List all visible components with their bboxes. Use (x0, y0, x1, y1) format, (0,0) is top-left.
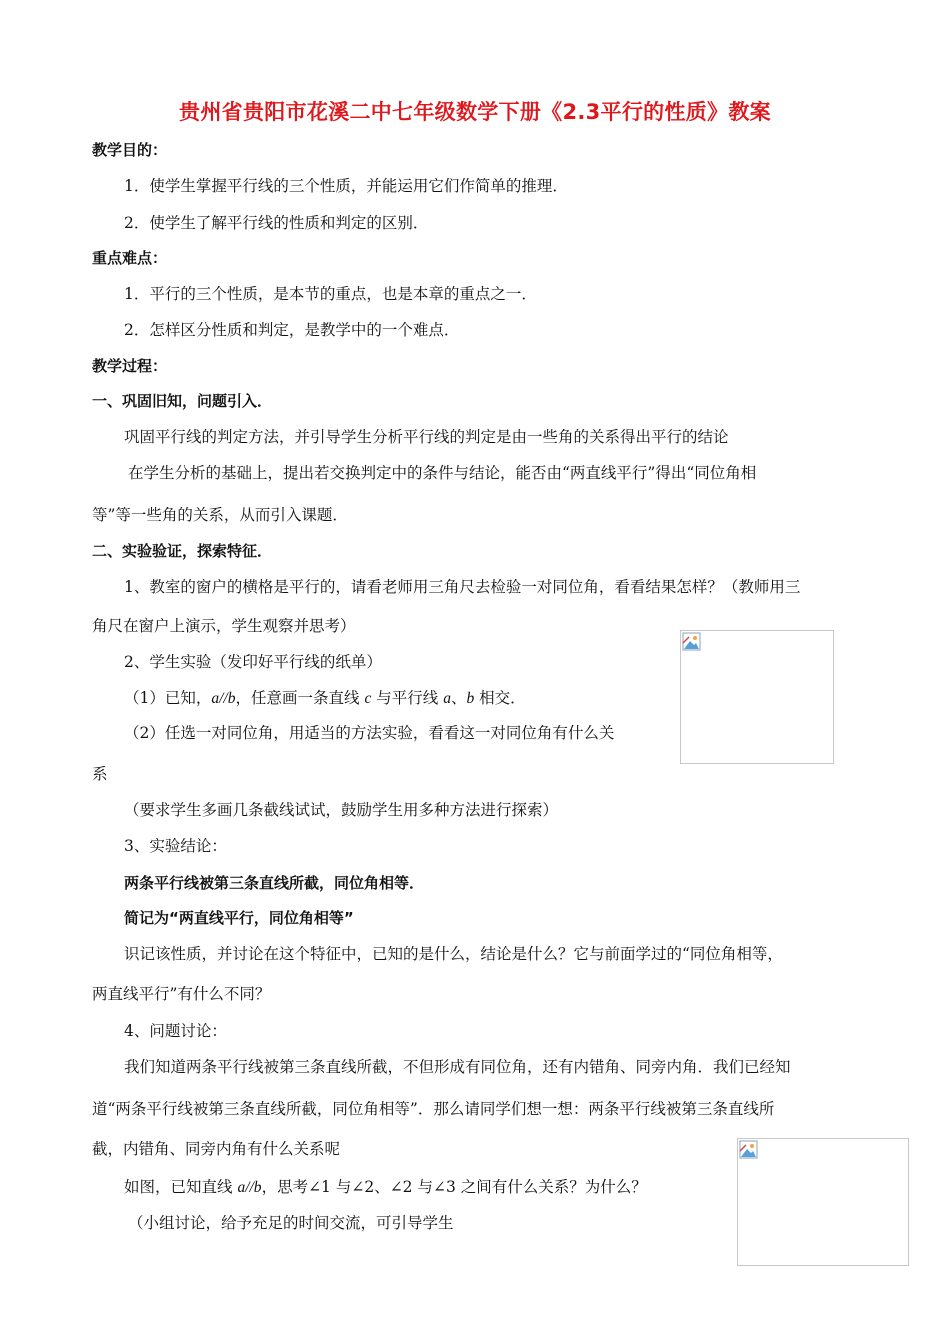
part2-paragraph-1b: 角尺在窗户上演示，学生观察并思考） (92, 617, 356, 635)
part1-paragraph-1: 巩固平行线的判定方法，并引导学生分析平行线的判定是由一些角的关系得出平行的结论 (124, 428, 729, 446)
document-title: 贵州省贵阳市花溪二中七年级数学下册《2.3平行的性质》教案 (179, 100, 771, 124)
broken-image-icon (739, 1140, 759, 1160)
part2-paragraph-9a: 我们知道两条平行线被第三条直线所截，不但形成有同位角，还有内错角、同旁内角．我们已经知 (124, 1058, 791, 1076)
part2-paragraph-11: （小组讨论，给予充足的时间交流，可引导学生 (128, 1214, 454, 1232)
p3-mid2: 与平行线 (371, 689, 444, 707)
part2-conclusion: 两条平行线被第三条直线所截，同位角相等． (124, 874, 425, 892)
p10-prefix: 如图，已知直线 (124, 1178, 238, 1196)
p3-c: c (364, 690, 372, 707)
part2-paragraph-9b: 道“两条平行线被第三条直线所截，同位角相等”．那么请同学们想一想：两条平行线被第三条直线所 (92, 1100, 775, 1118)
key-heading: 重点难点： (92, 249, 168, 267)
key-point-1: 1．平行的三个性质，是本节的重点，也是本章的重点之一． (124, 285, 537, 303)
part2-paragraph-8: 4、问题讨论： (124, 1022, 227, 1040)
p3-post: 相交． (474, 689, 526, 707)
p10-ab: a//b (237, 1179, 262, 1196)
part2-short-form: 简记为“两直线平行，同位角相等” (124, 909, 354, 927)
part2-paragraph-4a: （2）任选一对同位角，用适当的方法实验，看看这一对同位角有什么关 (124, 724, 615, 742)
part2-paragraph-5: （要求学生多画几条截线试试，鼓励学生用多种方法进行探索） (124, 801, 559, 819)
part1-paragraph-2a: 在学生分析的基础上，提出若交换判定中的条件与结论，能否由“两直线平行”得出“同位角相 (128, 464, 757, 482)
process-heading: 教学过程： (92, 357, 168, 375)
part1-paragraph-2b: 等”等一些角的关系，从而引入课题． (92, 506, 348, 524)
p3-ab: a//b (211, 690, 236, 707)
part2-paragraph-2: 2、学生实验（发印好平行线的纸单） (124, 653, 382, 671)
part2-paragraph-3 (124, 688, 526, 709)
key-point-2: 2．怎样区分性质和判定，是教学中的一个难点． (124, 321, 460, 339)
part2-paragraph-7b: 两直线平行”有什么不同？ (92, 985, 271, 1003)
broken-image-icon (682, 632, 702, 652)
part2-paragraph-4b: 系 (92, 765, 108, 783)
objective-1: 1．使学生掌握平行线的三个性质，并能运用它们作简单的推理． (124, 177, 568, 195)
p3-a: a (443, 690, 451, 707)
p3-b: b (466, 690, 475, 707)
part2-paragraph-7a: 识记该性质，并讨论在这个特征中，已知的是什么，结论是什么？它与前面学过的“同位角相等， (124, 945, 783, 963)
objective-2: 2．使学生了解平行线的性质和判定的区别． (124, 214, 429, 232)
part2-heading: 二、实验验证，探索特征． (92, 542, 273, 560)
part2-paragraph-10 (124, 1177, 647, 1198)
part2-paragraph-9c: 截，内错角、同旁内角有什么关系呢 (92, 1140, 341, 1158)
figure-placeholder-1 (680, 630, 834, 764)
part2-paragraph-1a: 1、教室的窗户的横格是平行的，请看老师用三角尺去检验一对同位角，看看结果怎样？（教师用三 (124, 578, 801, 596)
p10-post: ，思考∠1 与∠2、∠2 与∠3 之间有什么关系？为什么？ (261, 1178, 647, 1196)
objectives-heading: 教学目的： (92, 141, 168, 159)
part1-heading: 一、巩固旧知，问题引入． (92, 392, 273, 410)
p3-prefix: （1）已知， (124, 689, 212, 707)
figure-placeholder-2 (737, 1138, 909, 1266)
p3-sep: 、 (450, 689, 467, 707)
part2-paragraph-6: 3、实验结论： (124, 837, 227, 855)
p3-mid1: ，任意画一条直线 (235, 689, 365, 707)
